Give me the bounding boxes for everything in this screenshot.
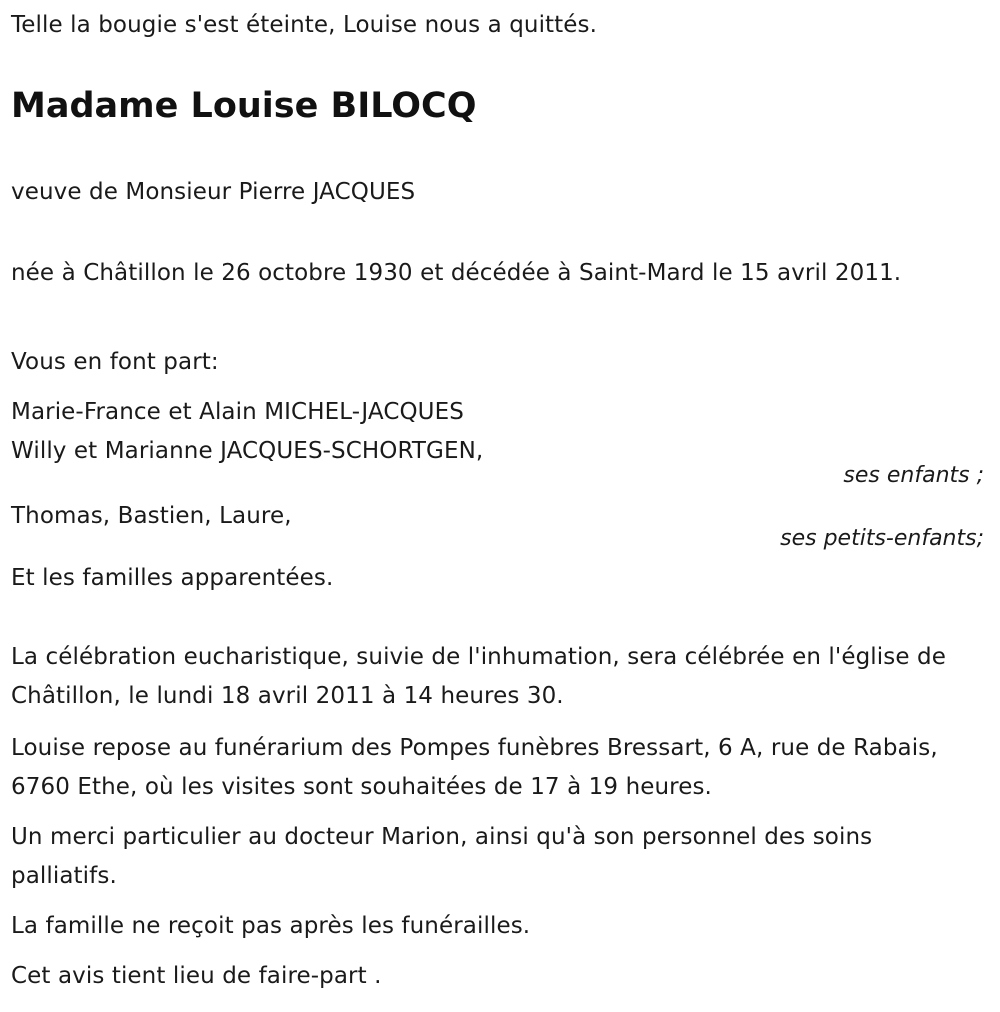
child-line: Willy et Marianne JACQUES-SCHORTGEN, [11, 438, 484, 464]
grandchildren-role: ses petits-enfants; [780, 526, 984, 551]
grandchildren-list: Thomas, Bastien, Laure, [11, 503, 292, 529]
intro-text: Telle la bougie s'est éteinte, Louise nous a quittés. [11, 12, 598, 38]
deceased-name: Madame Louise BILOCQ [11, 86, 477, 126]
funeral-home-text: Louise repose au funérarium des Pompes funèbres Bressart, 6 A, rue de Rabais, 6760 Ethe, où les visites sont souhaitées de 17 à 19 heures. [11, 735, 938, 800]
thanks-text: Un merci particulier au docteur Marion, ainsi qu'à son personnel des soins palliatifs. [11, 824, 873, 889]
no-reception-text: La famille ne reçoit pas après les funérailles. [11, 913, 531, 939]
widow-of-text: veuve de Monsieur Pierre JACQUES [11, 179, 416, 205]
announcers-intro: Vous en font part: [11, 349, 219, 375]
children-list [11, 393, 483, 471]
child-line: Marie-France et Alain MICHEL-JACQUES [11, 399, 464, 425]
celebration-text: La célébration eucharistique, suivie de l'inhumation, sera célébrée en l'église de Châtillon, le lundi 18 avril 2011 à 14 heures 30. [11, 644, 946, 709]
families-text: Et les familles apparentées. [11, 565, 334, 591]
notice-text: Cet avis tient lieu de faire-part . [11, 963, 382, 989]
children-role: ses enfants ; [843, 463, 984, 488]
birth-death-text: née à Châtillon le 26 octobre 1930 et décédée à Saint-Mard le 15 avril 2011. [11, 260, 902, 286]
